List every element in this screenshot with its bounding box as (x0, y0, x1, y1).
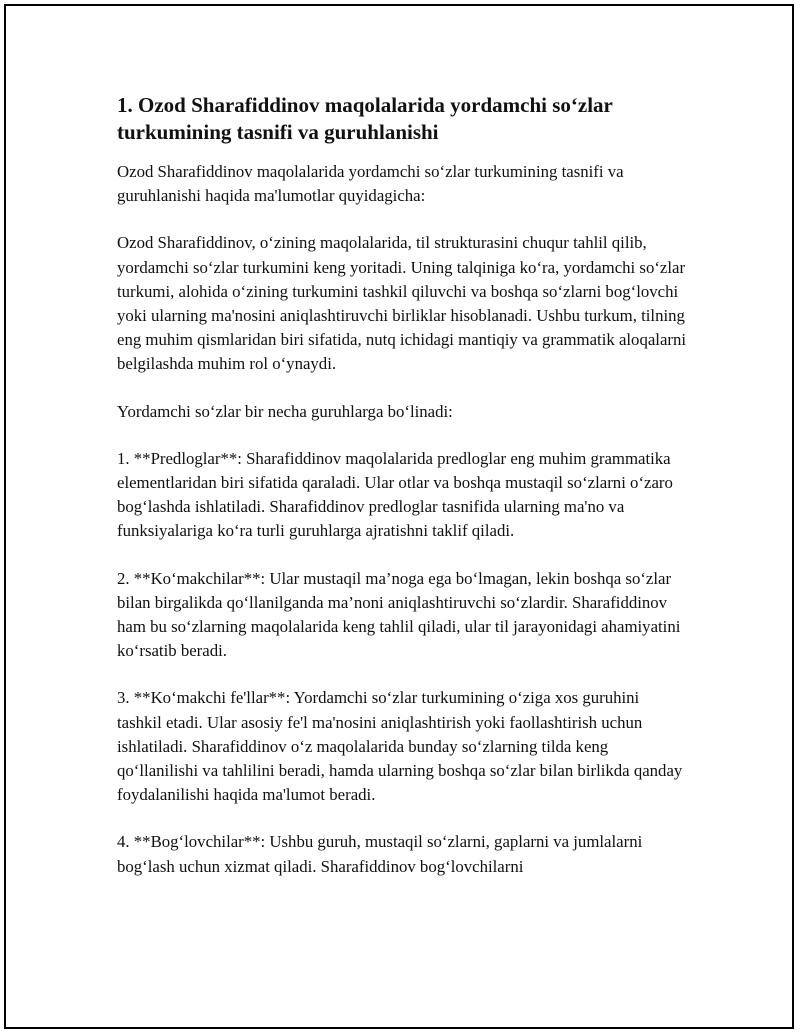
paragraph-komakchilar: 2. **Ko‘makchilar**: Ular mustaqil ma’noga ega bo‘lmagan, lekin boshqa so‘zlar bilan birgalikda qo‘llanilganda ma’noni aniqlashtiruvchi so‘zlardir. Sharafiddinov ham bu so‘zlarning maqolalarida keng tahlil qiladi, ular til jarayonidagi ahamiyatini ko‘rsatib beradi. (117, 568, 681, 661)
document-title: 1. Ozod Sharafiddinov maqolalarida yordamchi so‘zlar turkumining tasnifi va guruhlanishi (117, 93, 613, 144)
paragraph-groups-intro: Yordamchi so‘zlar bir necha guruhlarga bo‘linadi: (117, 401, 453, 421)
paragraph-boglovchilar: 4. **Bog‘lovchilar**: Ushbu guruh, mustaqil so‘zlarni, gaplarni va jumlalarni bog‘lash uchun xizmat qiladi. Sharafiddinov bog‘lovchilarni (117, 832, 643, 876)
paragraph-intro: Ozod Sharafiddinov maqolalarida yordamchi so‘zlar turkumining tasnifi va guruhlanishi haqida ma'lumotlar quyidagicha: (117, 162, 624, 206)
document-body (117, 92, 687, 902)
paragraph-predloglar: 1. **Predloglar**: Sharafiddinov maqolalarida predloglar eng muhim grammatika elementlaridan biri sifatida qaraladi. Ular otlar va boshqa mustaqil so‘zlarni o‘zaro bog‘lashda ishlatiladi. Sharafiddinov predloglar tasnifida ularning ma'no va funksiyalariga ko‘ra turli guruhlarga ajratishni taklif qiladi. (117, 448, 673, 541)
paragraph-komakchi-fellar: 3. **Ko‘makchi fe'llar**: Yordamchi so‘zlar turkumining o‘ziga xos guruhini tashkil etadi. Ular asosiy fe'l ma'nosini aniqlashtirish yoki faollashtirish uchun ishlatiladi. Sharafiddinov o‘z maqolalarida bunday so‘zlarning tilda keng qo‘llanilishi va tahlilini beradi, hamda ularning boshqa so‘zlar bilan birlikda qanday foydalanilishi haqida ma'lumot beradi. (117, 688, 683, 805)
paragraph-overview: Ozod Sharafiddinov, o‘zining maqolalarida, til strukturasini chuqur tahlil qilib, yordamchi so‘zlar turkumini keng yoritadi. Uning talqiniga ko‘ra, yordamchi so‘zlar turkumi, alohida o‘zining turkumini tashkil qiluvchi va boshqa so‘zlarni bog‘lovchi yoki ularning ma'nosini aniqlashtiruvchi birliklar hisoblanadi. Ushbu turkum, tilning eng muhim qismlaridan biri sifatida, nutq ichidagi mantiqiy va grammatik aloqalarni belgilashda muhim rol o‘ynaydi. (117, 233, 687, 374)
